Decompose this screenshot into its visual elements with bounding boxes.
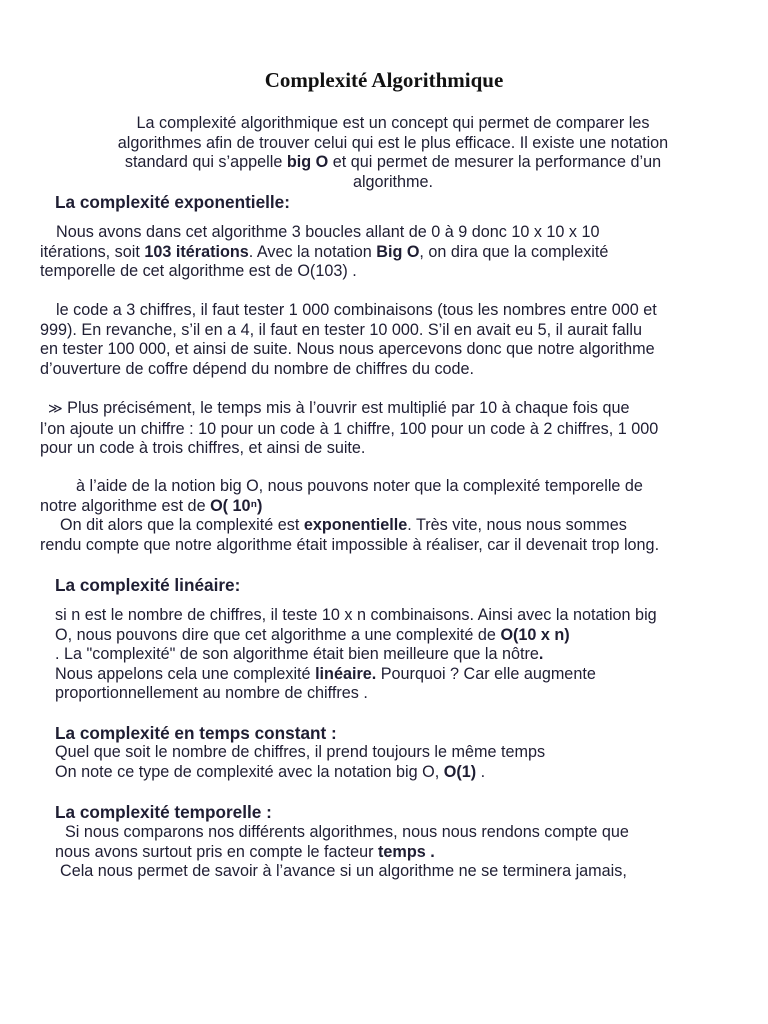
text-line: à l’aide de la notion big O, nous pouvons noter que la complexité temporelle de bbox=[76, 477, 643, 495]
text-line: ≫ Plus précisément, le temps mis à l’ouvrir est multiplié par 10 à chaque fois que bbox=[48, 399, 630, 417]
text-line: temporelle de cet algorithme est de O(103) . bbox=[40, 262, 357, 280]
intro-line: algorithme. bbox=[352, 172, 434, 191]
text-line: itérations, soit 103 itérations. Avec la notation Big O, on dira que la complexité bbox=[40, 242, 609, 261]
text-line: notre algorithme est de O( 10ⁿ) bbox=[40, 496, 263, 515]
exp-paragraph-4 bbox=[40, 477, 659, 555]
text-line: O, nous pouvons dire que cet algorithme a une complexité de O(10 x n) bbox=[55, 625, 570, 644]
text-line: si n est le nombre de chiffres, il teste 10 x n combinaisons. Ainsi avec la notation big bbox=[55, 606, 657, 624]
text-line: On note ce type de complexité avec la notation big O, O(1) . bbox=[55, 762, 486, 781]
text-line: nous avons surtout pris en compte le facteur temps . bbox=[55, 842, 435, 861]
text-line: pour un code à trois chiffres, et ainsi de suite. bbox=[40, 439, 366, 457]
text-line: Cela nous permet de savoir à l’avance si un algorithme ne se terminera jamais, bbox=[60, 862, 627, 880]
text-line: d’ouverture de coffre dépend du nombre de chiffres du code. bbox=[40, 359, 475, 378]
heading-exponential: La complexité exponentielle: bbox=[55, 192, 290, 212]
constant-paragraph bbox=[55, 743, 545, 782]
exp-paragraph-2 bbox=[40, 301, 657, 379]
temporal-paragraph bbox=[55, 823, 629, 882]
intro-line: standard qui s’appelle big O et qui permet de mesurer la performance d’un bbox=[124, 153, 662, 171]
text-line: 999). En revanche, s’il en a 4, il faut en tester 10 000. S’il en avait eu 5, il aurait fallu bbox=[40, 320, 642, 339]
text-line: Nous appelons cela une complexité linéaire. Pourquoi ? Car elle augmente bbox=[55, 664, 596, 683]
document-title: Complexité Algorithmique bbox=[264, 68, 504, 92]
intro-paragraph bbox=[84, 114, 702, 192]
heading-constant: La complexité en temps constant : bbox=[55, 723, 337, 743]
text-line: . La "complexité" de son algorithme était bien meilleure que la nôtre. bbox=[55, 645, 544, 663]
text-line: On dit alors que la complexité est exponentielle. Très vite, nous nous sommes bbox=[60, 516, 627, 534]
heading-linear: La complexité linéaire: bbox=[55, 575, 241, 595]
double-arrow-icon: ≫ bbox=[48, 401, 63, 417]
text-line: rendu compte que notre algorithme était impossible à réaliser, car il devenait trop long. bbox=[40, 535, 660, 554]
exp-paragraph-1 bbox=[40, 223, 608, 282]
text-line: Nous avons dans cet algorithme 3 boucles allant de 0 à 9 donc 10 x 10 x 10 bbox=[56, 223, 600, 241]
intro-line: algorithmes afin de trouver celui qui est le plus efficace. Il existe une notation bbox=[117, 133, 669, 152]
linear-paragraph bbox=[55, 606, 657, 704]
text-line: Quel que soit le nombre de chiffres, il prend toujours le même temps bbox=[55, 743, 546, 761]
big-o-term: big O bbox=[286, 153, 329, 171]
text-line: l’on ajoute un chiffre : 10 pour un code à 1 chiffre, 100 pour un code à 2 chiffres, 1 000 bbox=[40, 419, 659, 438]
text-line: Si nous comparons nos différents algorithmes, nous nous rendons compte que bbox=[65, 823, 629, 841]
text-line: le code a 3 chiffres, il faut tester 1 000 combinaisons (tous les nombres entre 000 et bbox=[56, 301, 657, 319]
text-line: proportionnellement au nombre de chiffres . bbox=[55, 684, 368, 702]
text-line: en tester 100 000, et ainsi de suite. Nous nous apercevons donc que notre algorithme bbox=[40, 340, 655, 358]
heading-temporal: La complexité temporelle : bbox=[55, 802, 272, 822]
intro-line: La complexité algorithmique est un concept qui permet de comparer les bbox=[136, 114, 650, 132]
exp-paragraph-3 bbox=[40, 399, 658, 459]
